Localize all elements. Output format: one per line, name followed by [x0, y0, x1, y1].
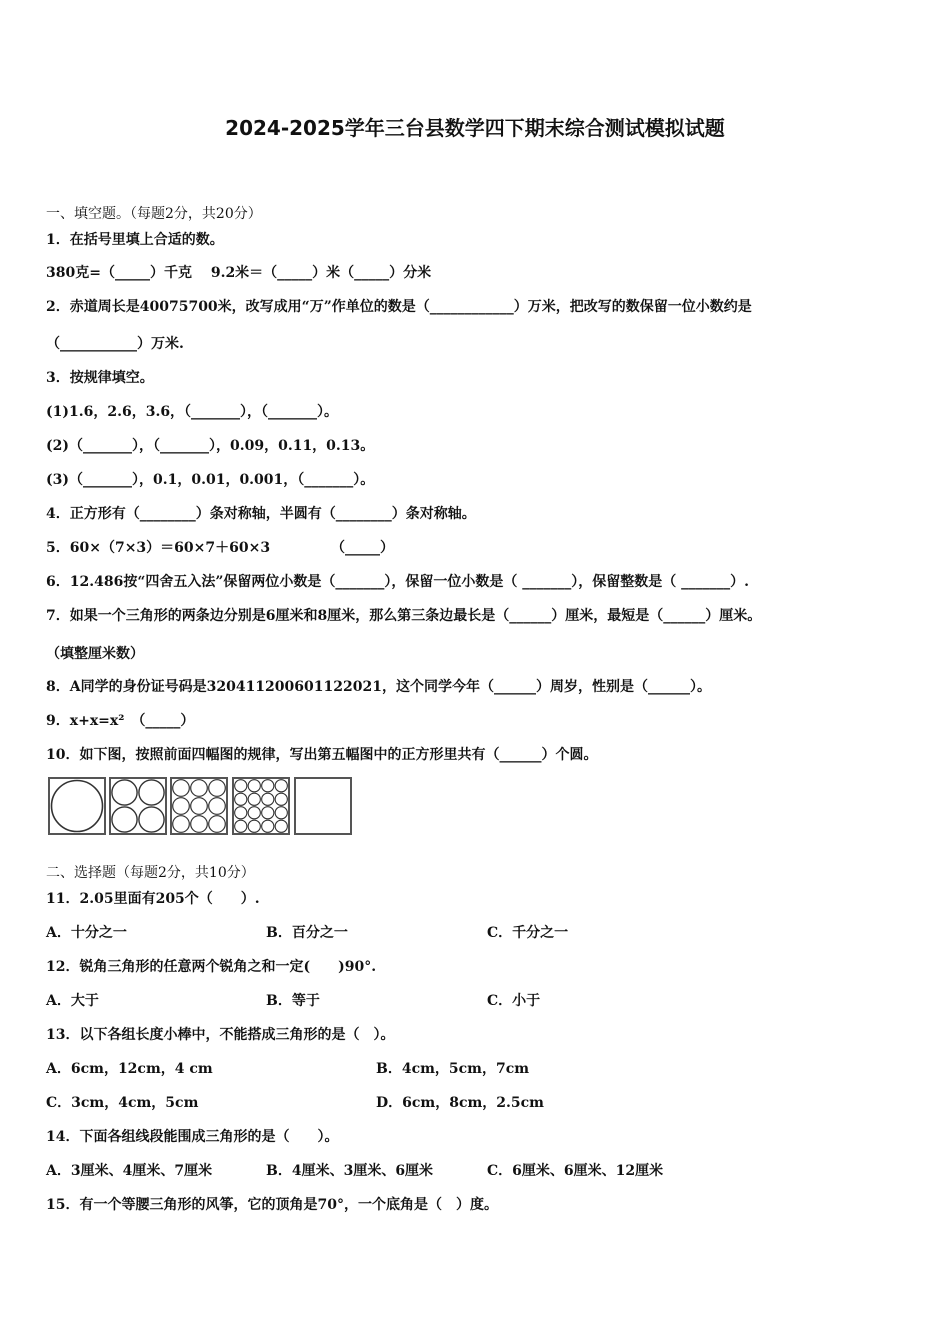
q3-part3: (3)（_______），0.1，0.01，0.001，（_______）。 [46, 472, 375, 488]
q5: 5．60×（7×3）＝60×7＋60×3 （_____） [46, 540, 394, 556]
q7-note: （填整厘米数） [46, 646, 144, 662]
q14-stem: 14．下面各组线段能围成三角形的是（ ）。 [46, 1129, 339, 1145]
q11-stem: 11．2.05里面有205个（ ）. [46, 891, 260, 907]
page-title: 2024-2025学年三台县数学四下期末综合测试模拟试题 [225, 116, 725, 140]
q7: 7．如果一个三角形的两条边分别是6厘米和8厘米，那么第三条边最长是（______）厘米，最短是（______）厘米。 [46, 608, 762, 624]
q4: 4．正方形有（________）条对称轴，半圆有（________）条对称轴。 [46, 506, 476, 522]
figure-square-1 [48, 777, 106, 835]
q12-option-a: A．大于 [46, 993, 99, 1009]
q12-option-c: C．小于 [487, 993, 541, 1009]
q11-option-b: B．百分之一 [266, 925, 348, 941]
q14-option-c: C．6厘米、6厘米、12厘米 [487, 1163, 664, 1179]
q15-stem: 15．有一个等腰三角形的风筝，它的顶角是70°，一个底角是（ ）度。 [46, 1197, 498, 1213]
figure-square-2 [109, 777, 167, 835]
q13-option-d: D．6cm，8cm，2.5cm [376, 1095, 544, 1111]
q12-option-b: B．等于 [266, 993, 320, 1009]
q13-stem: 13．以下各组长度小棒中，不能搭成三角形的是（ ）。 [46, 1027, 395, 1043]
section-2-header: 二、选择题（每题2分，共10分） [46, 865, 255, 881]
figure-square-5-empty [294, 777, 352, 835]
q1-stem: 1．在括号里填上合适的数。 [46, 232, 224, 248]
q13-option-a: A．6cm，12cm，4 cm [46, 1061, 213, 1077]
section-1-header: 一、填空题。（每题2分，共20分） [46, 206, 262, 222]
q2-cont: （___________）万米. [46, 336, 184, 352]
q11-option-c: C．千分之一 [487, 925, 569, 941]
q12-stem: 12．锐角三角形的任意两个锐角之和一定( )90°. [46, 959, 377, 975]
q2-stem: 2．赤道周长是40075700米，改写成用“万”作单位的数是（____________）万米，把改写的数保留一位小数约是 [46, 299, 752, 315]
q3-part1: (1)1.6，2.6，3.6，（_______），（_______）。 [46, 404, 339, 420]
q14-option-b: B．4厘米、3厘米、6厘米 [266, 1163, 434, 1179]
q8: 8．A同学的身份证号码是320411200601122021，这个同学今年（______）周岁，性别是（______）。 [46, 679, 711, 695]
q11-option-a: A．十分之一 [46, 925, 127, 941]
q13-option-c: C．3cm，4cm，5cm [46, 1095, 199, 1111]
figure-square-4 [232, 777, 290, 835]
q10: 10．如下图，按照前面四幅图的规律，写出第五幅图中的正方形里共有（______）个圆。 [46, 747, 598, 763]
q3-stem: 3．按规律填空。 [46, 370, 154, 386]
q13-option-b: B．4cm，5cm，7cm [376, 1061, 530, 1077]
q3-part2: (2)（_______），（_______），0.09，0.11，0.13。 [46, 438, 375, 454]
q14-option-a: A．3厘米、4厘米、7厘米 [46, 1163, 213, 1179]
q9: 9．x+x=x² （_____） [46, 713, 195, 729]
figure-square-3 [170, 777, 228, 835]
q6: 6．12.486按“四舍五入法”保留两位小数是（_______），保留一位小数是（ _______），保留整数是（ _______）. [46, 574, 750, 590]
q1-body: 380克=（_____）千克 9.2米＝（_____）米（_____）分米 [46, 265, 432, 281]
